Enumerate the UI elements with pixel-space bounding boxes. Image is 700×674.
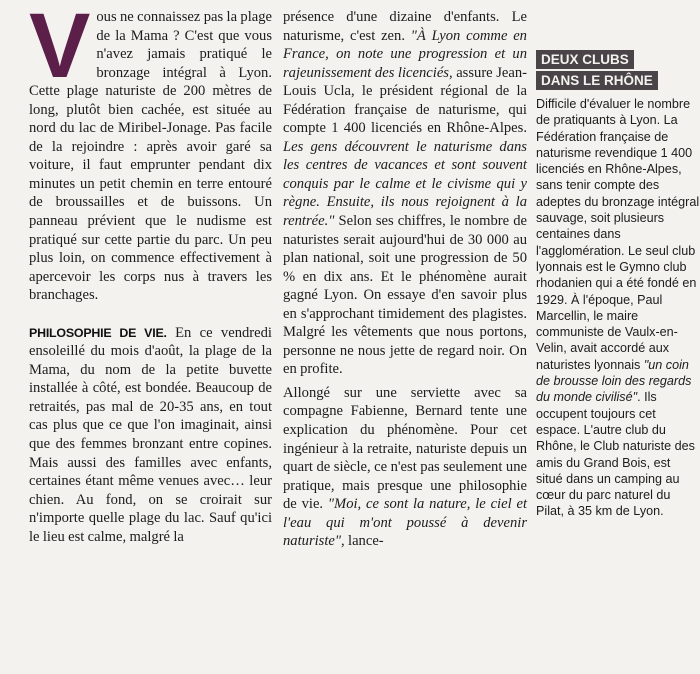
sidebar-body xyxy=(536,96,700,520)
sidebar-box xyxy=(536,50,700,520)
quote-ucla-2: Les gens découvrent le naturisme dans les centres de vacances et sont souvent conquis par le calme et le civisme qui y règne. Ensuite, ils nous rejoignent à la rentrée." xyxy=(283,138,527,230)
text-run: Selon ses chiffres, le nombre de naturistes serait aujourd'hui de 30 000 au plan national, soit une progression de 50 % en dix ans. Et le phénomène aurait gagné Lyon. On essaye d'en savoir plus en s'approchant timidement des plagistes. Malgré les vêtements que nous portons, personne ne nous jette de regard noir. On en profite. xyxy=(283,213,527,378)
intro-paragraph xyxy=(29,0,272,305)
section-lead-in: PHILOSOPHIE DE VIE. xyxy=(29,325,167,340)
bernard-paragraph xyxy=(283,384,527,551)
quote-brousse: "un coin de brousse loin des regards du monde civilisé" xyxy=(536,357,692,405)
article-column-2 xyxy=(283,8,527,551)
text-run: . Ils occupent toujours cet espace. L'autre club du Rhône, le Club naturiste des amis du Grand Bois, est situé dans un camping au cœur du parc naturel du Pilat, à 35 km de Lyon. xyxy=(536,390,695,519)
sidebar-title-line-1: DEUX CLUBS xyxy=(536,50,634,69)
text-run: présence d'une dizaine d'enfants. Le naturisme, c'est zen. xyxy=(283,9,527,44)
quote-bernard: "Moi, ce sont la nature, le ciel et l'eau qui m'ont poussé à devenir naturiste" xyxy=(283,496,527,550)
philosophie-text: En ce vendredi ensoleillé du mois d'août, la plage de la Mama, du nom de la petite buvette installée à côté, est bondée. Beaucoup de retraités, pas mal de 20-35 ans, en tout cas plus que ce que l'on imaginait, ainsi que des femmes bronzant entre copines. Mais aussi des familles avec enfants, certaines étant même venues avec… leur chien. Au fond, on se croirait sur n'importe quelle plage du lac. Sauf qu'ici le lieu est calme, malgré la xyxy=(29,324,272,545)
article-column-1 xyxy=(29,0,272,546)
intro-text: ous ne connaissez pas la plage de la Mama ? C'est que vous n'avez jamais pratiqué le bronzage intégral à Lyon. Cette plage naturiste de 200 mètres de long, plutôt bien cachée, est située au nord du lac de Miribel-Jonage. Pas facile de la rejoindre : après avoir garé sa voiture, il faut emprunter pendant dix minutes un petit chemin en terre entouré de broussailles et de buissons. Un panneau prévient que le nudisme est pratiqué sur cette partie du parc. Un peu plus loin, on commence effectivement à apercevoir les corps nus à travers les branchages. xyxy=(29,9,272,304)
sidebar-title-line-2: DANS LE RHÔNE xyxy=(536,71,658,90)
text-run: Difficile d'évaluer le nombre de pratiquants à Lyon. La Fédération française de naturisme revendique 1 400 licenciés en Rhône-Alpes, sans tenir compte des adeptes du bronzage intégral sauvage, soit plusieurs centaines dans l'agglomération. Le seul club lyonnais est le Gymno club rhodanien qui a été fondé en 1929. À l'époque, Paul Marcellin, le maire communiste de Vaulx-en-Velin, avait accordé aux naturistes lyonnais xyxy=(536,97,700,372)
sidebar-title xyxy=(536,50,700,92)
ucla-paragraph xyxy=(283,8,527,379)
quote-ucla-1: "À Lyon comme en France, on note une progression et un rajeunissement des licenciés xyxy=(283,27,527,81)
philosophie-paragraph xyxy=(29,324,272,547)
text-run: , lance- xyxy=(341,533,384,550)
drop-cap: V xyxy=(29,0,89,97)
text-run: , assure Jean-Louis Ucla, le président régional de la Fédération française de naturisme, qui compte 1 400 licenciés en Rhône-Alpes. xyxy=(283,64,528,137)
text-run: Allongé sur une serviette avec sa compagne Fabienne, Bernard tente une explication du phénomène. Pour cet ingénieur à la retraite, naturiste depuis un quart de siècle, ce n'est pas seulement une pratique, mais presque une philosophie de vie. xyxy=(283,384,527,513)
